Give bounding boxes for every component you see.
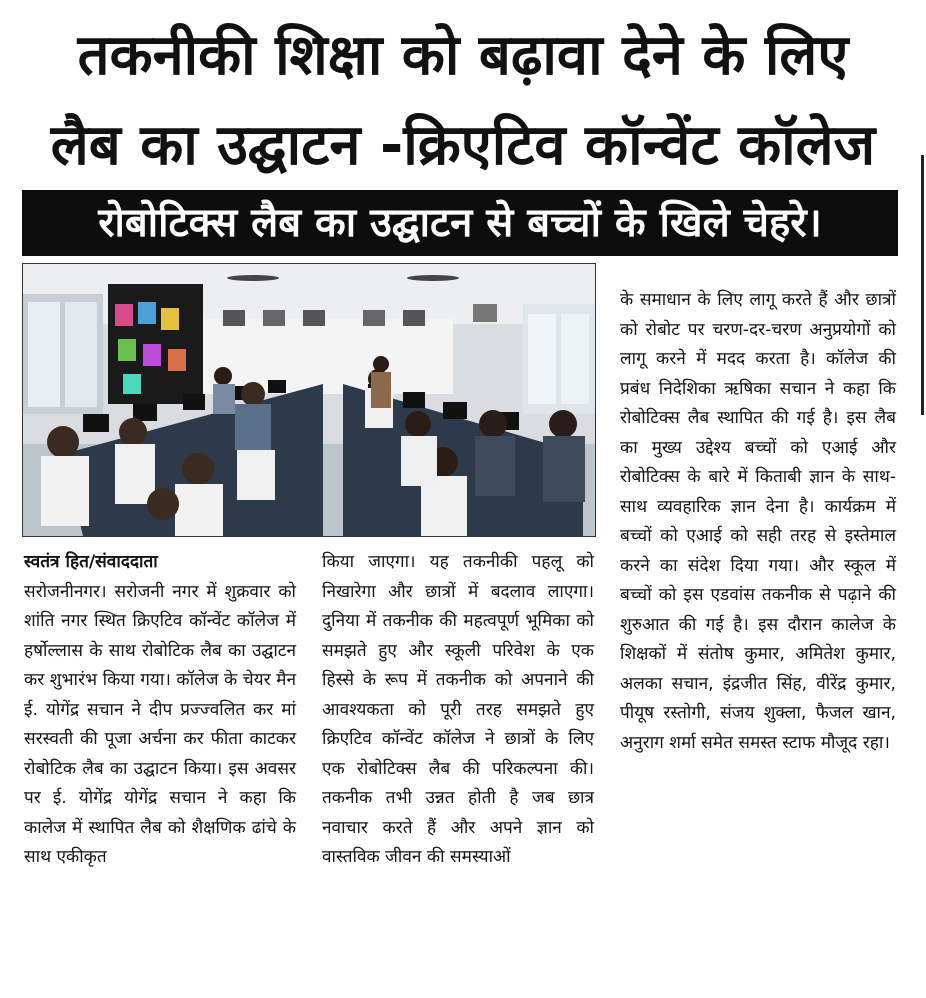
- page-edge-divider: [921, 155, 924, 415]
- article-column-1: [24, 548, 296, 873]
- article-col1-text: सरोजनीनगर। सरोजनी नगर में शुक्रवार को शांति नगर स्थित क्रिएटिव कॉन्वेंट कॉलेज में हर्षोल्लास के साथ रोबोटिक लैब का उद्घाटन कर शुभारंभ किया गया। कॉलेज के चेयर मैन ई. योगेंद्र सचान ने दीप प्रज्ज्वलित कर मां सरस्वती की पूजा अर्चना कर फीता काटकर रोबोटिक लैब का उद्घाटन किया। इस अवसर पर ई. योगेंद्र योगेंद्र सचान ने कहा कि कालेज में स्थापित लैब को शैक्षणिक ढांचे के साथ एकीकृत: [24, 581, 296, 867]
- article-col3-text: के समाधान के लिए लागू करते हैं और छात्रों को रोबोट पर चरण-दर-चरण अनुप्रयोगों को लागू करने में मदद करता है। कॉलेज की प्रबंध निदेशिका ऋषिका सचान ने कहा कि रोबोटिक्स लैब स्थापित की गई है। इस लैब का मुख्य उद्देश्य बच्चों को एआई और रोबोटिक्स के बारे में किताबी ज्ञान के साथ-साथ व्यवहारिक ज्ञान देना है। कार्यक्रम में बच्चों को एआई को सही तरह से इस्तेमाल करने का संदेश दिया गया। और स्कूल में बच्चों को इस एडवांस तकनीक से पढ़ाने की शुरुआत की गई है। इस दौरान कालेज के शिक्षकों में संतोष कुमार, अमितेश कुमार, अलका सचान, इंद्रजीत सिंह, वीरेंद्र कुमार, पीयूष रस्तोगी, संजय शुक्ला, फैजल खान, अनुराग शर्मा समेत समस्त स्टाफ मौजूद रहा।: [620, 290, 896, 753]
- computer-lab-photo: [22, 263, 596, 537]
- article-column-3: [620, 286, 896, 758]
- subheadline-banner: रोबोटिक्स लैब का उद्घाटन से बच्चों के खिले चेहरे।: [22, 190, 898, 256]
- article-col2-text: किया जाएगा। यह तकनीकी पहलू को निखारेगा और छात्रों में बदलाव लाएगा। दुनिया में तकनीक की महत्वपूर्ण भूमिका को समझते हुए और स्कूली परिवेश के एक हिस्से के रूप में तकनीक को अपनाने की आवश्यकता को पूरी तरह समझते हुए क्रिएटिव कॉन्वेंट कॉलेज ने छात्रों के लिए एक रोबोटिक्स लैब की परिकल्पना की। तकनीक तभी उन्नत होती है जब छात्र नवाचार करते हैं और अपने ज्ञान को वास्तविक जीवन की समस्याओं: [322, 552, 594, 867]
- article-column-2: [322, 548, 594, 873]
- article-byline: स्वतंत्र हित/संवाददाता: [24, 552, 158, 572]
- headline-line-1: तकनीकी शिक्षा को बढ़ावा देने के लिए: [77, 23, 849, 88]
- headline-line-2: लैब का उद्घाटन -क्रिएटिव कॉन्वेंट कॉलेज: [50, 113, 876, 178]
